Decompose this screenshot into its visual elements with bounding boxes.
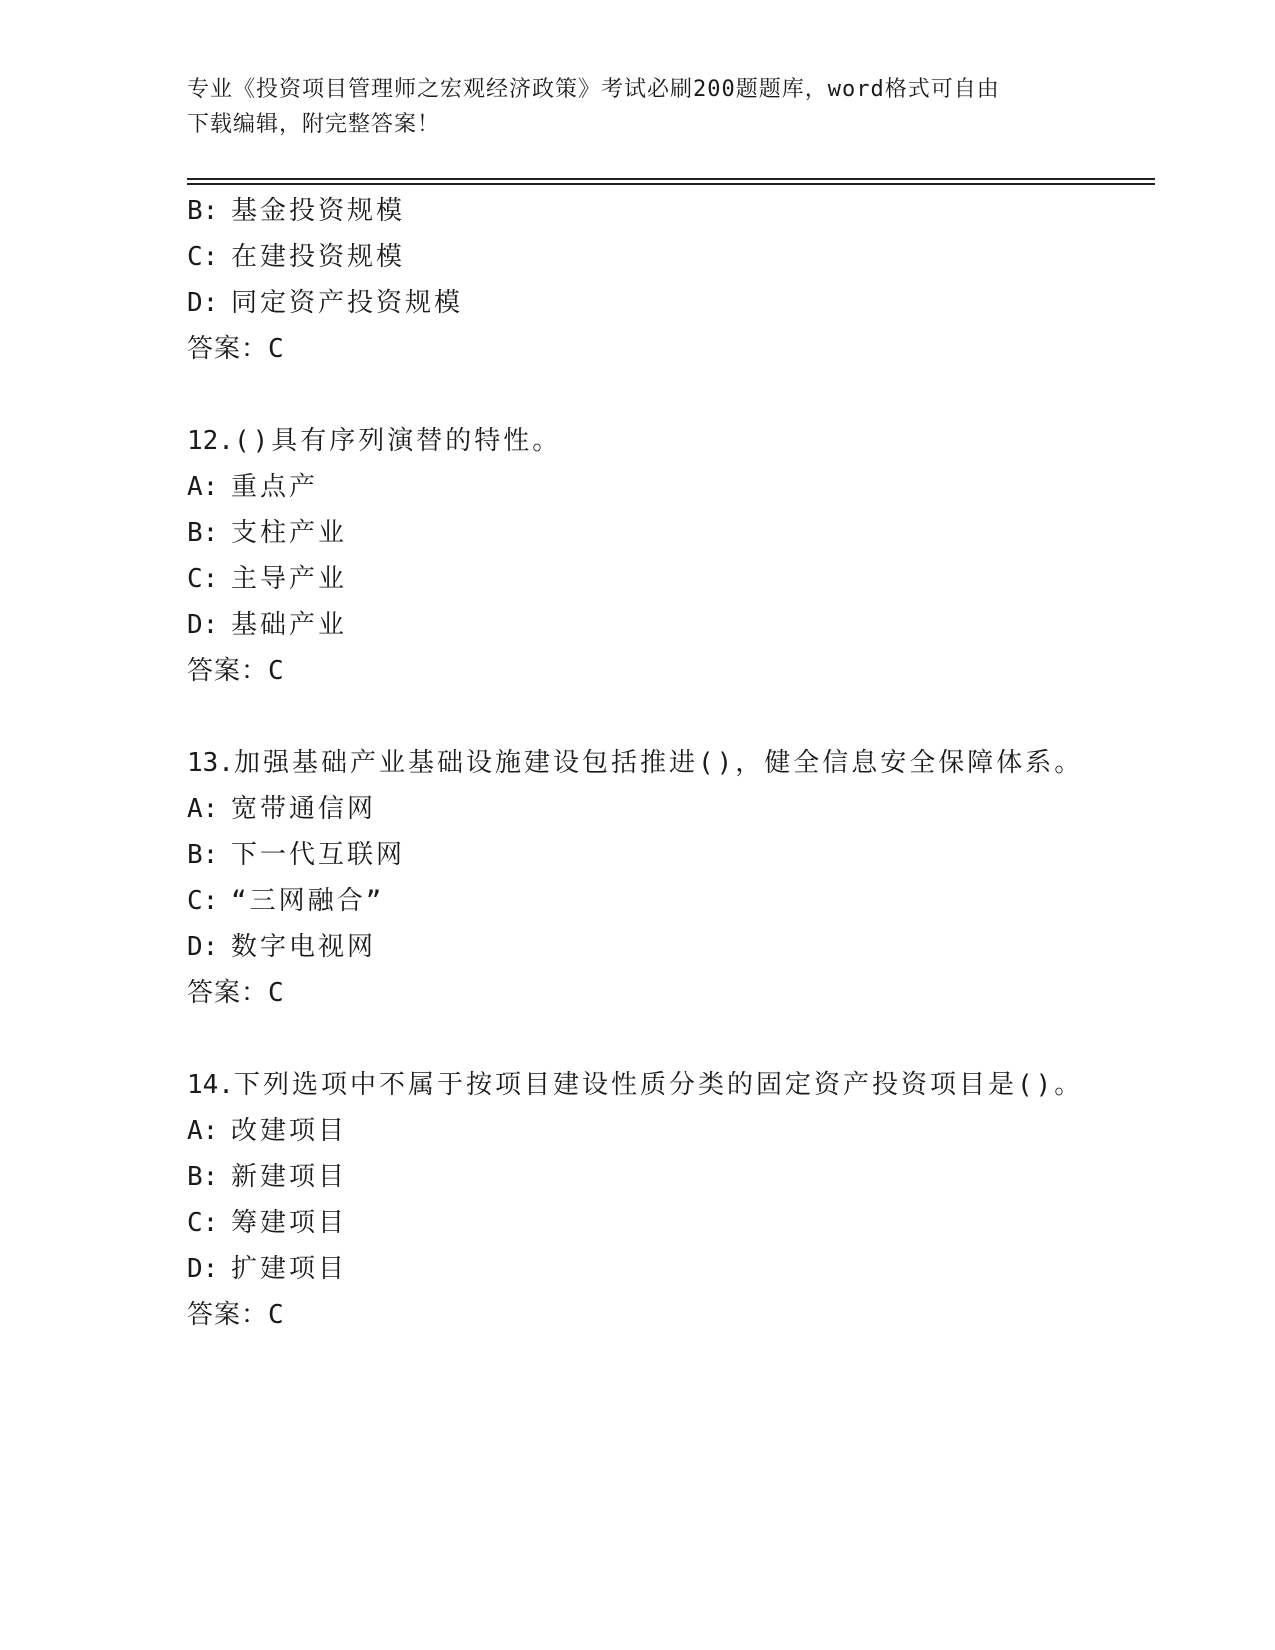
option-line bbox=[187, 602, 1167, 648]
answer-line: 答案：C bbox=[187, 1300, 285, 1330]
option-letter: C: bbox=[187, 886, 219, 916]
option-text: 筹建项目 bbox=[231, 1208, 348, 1238]
option-letter: B: bbox=[187, 518, 219, 548]
option-text: 支柱产业 bbox=[231, 518, 348, 548]
option-line bbox=[187, 556, 1167, 602]
option-letter: D: bbox=[187, 1254, 219, 1284]
question-stem bbox=[187, 1062, 1167, 1108]
option-text: 基础产业 bbox=[231, 610, 348, 640]
option-text: 新建项目 bbox=[231, 1162, 348, 1192]
option-letter: A: bbox=[187, 1116, 219, 1146]
option-text: 在建投资规模 bbox=[231, 242, 406, 272]
option-line bbox=[187, 1246, 1167, 1292]
option-letter: A: bbox=[187, 472, 219, 502]
option-line bbox=[187, 832, 1167, 878]
header-divider-bottom bbox=[187, 183, 1155, 185]
option-line bbox=[187, 188, 1167, 234]
option-text: 主导产业 bbox=[231, 564, 348, 594]
option-text: 重点产 bbox=[231, 472, 319, 502]
option-text: 同定资产投资规模 bbox=[231, 288, 464, 318]
question-stem bbox=[187, 740, 1167, 786]
question-number: 12. bbox=[187, 426, 234, 456]
option-line bbox=[187, 878, 1167, 924]
option-letter: D: bbox=[187, 610, 219, 640]
option-letter: B: bbox=[187, 196, 219, 226]
option-text: 数字电视网 bbox=[231, 932, 377, 962]
header-divider-top bbox=[187, 178, 1155, 180]
header-title-line-2: 下载编辑，附完整答案！ bbox=[187, 112, 441, 137]
option-letter: B: bbox=[187, 1162, 219, 1192]
option-line bbox=[187, 464, 1167, 510]
option-line bbox=[187, 1108, 1167, 1154]
spacer bbox=[187, 694, 1167, 740]
option-letter: A: bbox=[187, 794, 219, 824]
option-text: 基金投资规模 bbox=[231, 196, 406, 226]
answer-line: 答案：C bbox=[187, 334, 285, 364]
option-line bbox=[187, 1154, 1167, 1200]
option-line bbox=[187, 234, 1167, 280]
question-stem bbox=[187, 418, 1167, 464]
option-letter: C: bbox=[187, 242, 219, 272]
option-text: 宽带通信网 bbox=[231, 794, 377, 824]
spacer bbox=[187, 1016, 1167, 1062]
option-letter: C: bbox=[187, 1208, 219, 1238]
option-line bbox=[187, 510, 1167, 556]
option-letter: D: bbox=[187, 932, 219, 962]
question-text: ()具有序列演替的特性。 bbox=[233, 426, 562, 456]
question-text: 下列选项中不属于按项目建设性质分类的固定资产投资项目是()。 bbox=[233, 1070, 1084, 1100]
option-text: 改建项目 bbox=[231, 1116, 348, 1146]
option-letter: B: bbox=[187, 840, 219, 870]
option-line bbox=[187, 786, 1167, 832]
question-number: 13. bbox=[187, 748, 234, 778]
answer-line: 答案：C bbox=[187, 656, 285, 686]
option-line bbox=[187, 924, 1167, 970]
header-title-line-1: 专业《投资项目管理师之宏观经济政策》考试必刷200题题库，word格式可自由 bbox=[187, 77, 1000, 102]
question-number: 14. bbox=[187, 1070, 234, 1100]
option-text: 下一代互联网 bbox=[231, 840, 406, 870]
option-line bbox=[187, 280, 1167, 326]
document-body bbox=[187, 188, 1167, 1338]
answer-line: 答案：C bbox=[187, 978, 285, 1008]
option-letter: C: bbox=[187, 564, 219, 594]
option-line bbox=[187, 1200, 1167, 1246]
option-letter: D: bbox=[187, 288, 219, 318]
option-text: “三网融合” bbox=[231, 886, 385, 916]
option-text: 扩建项目 bbox=[231, 1254, 348, 1284]
question-text: 加强基础产业基础设施建设包括推进()，健全信息安全保障体系。 bbox=[233, 748, 1084, 778]
spacer bbox=[187, 372, 1167, 418]
document-header bbox=[187, 72, 1067, 142]
